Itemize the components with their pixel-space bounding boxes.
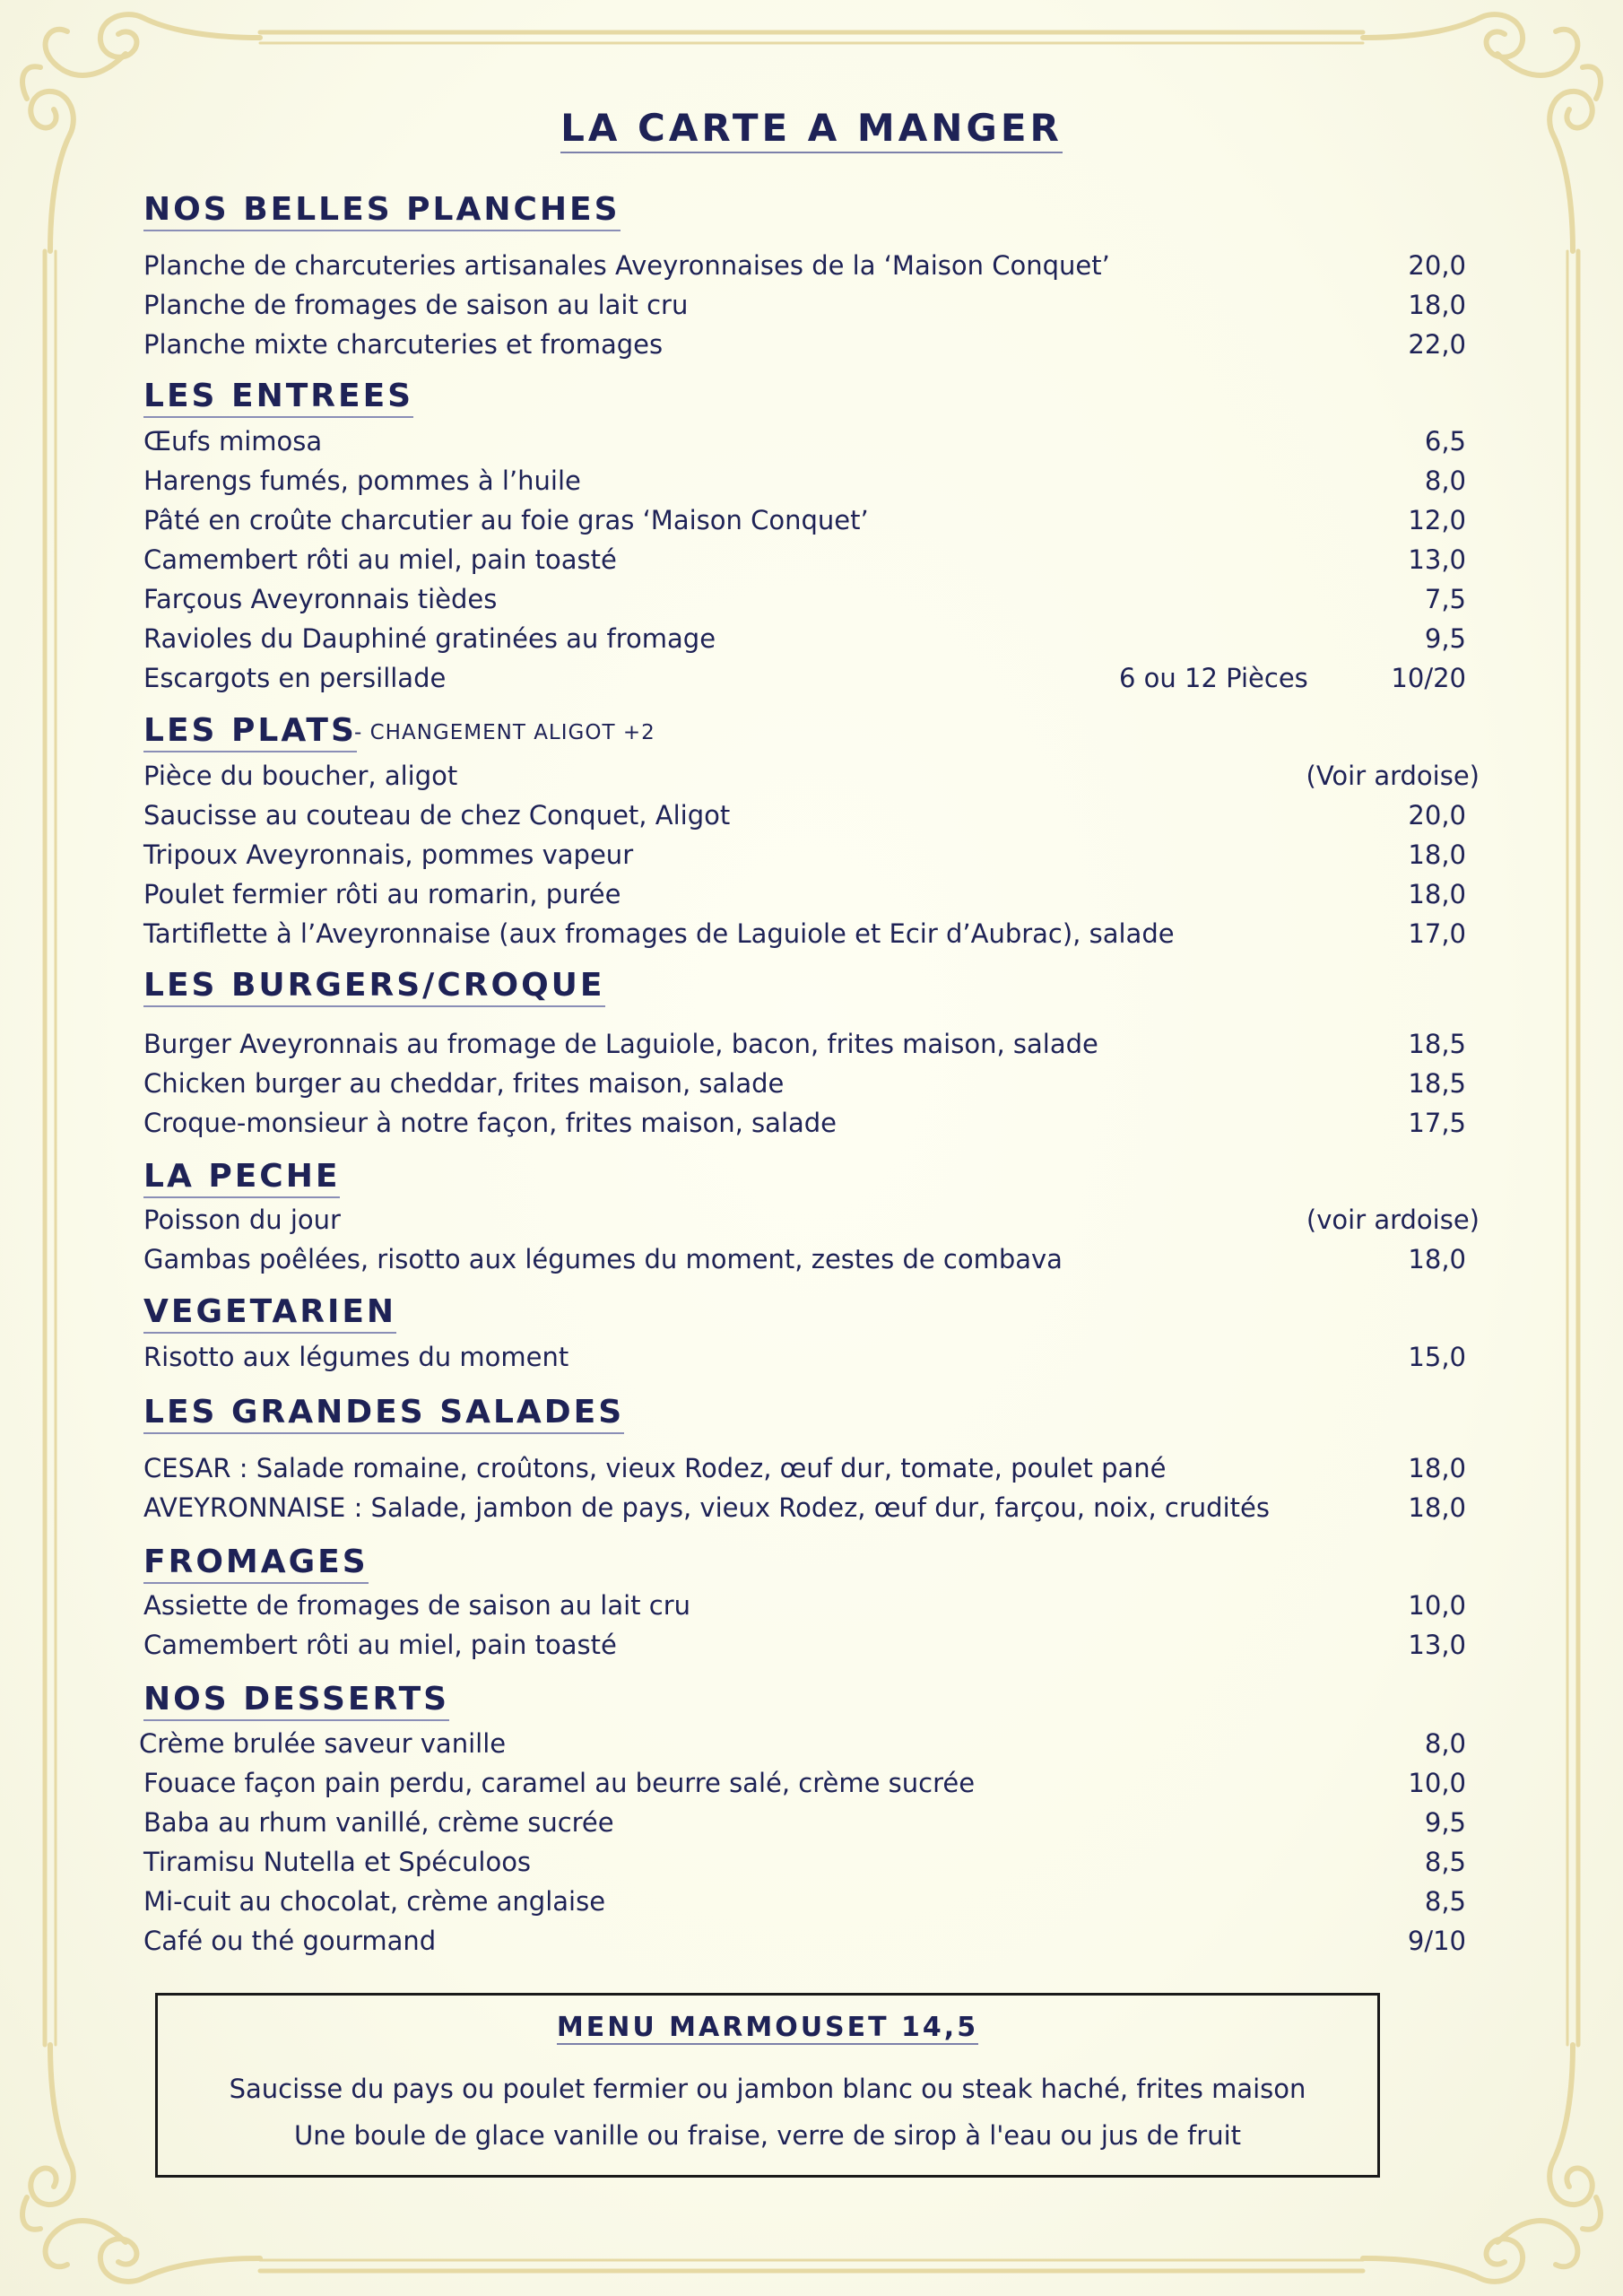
menu-item-price: 7,5 xyxy=(1424,584,1466,614)
menu-item-price: 15,0 xyxy=(1408,1342,1466,1372)
menu-item-name: Burger Aveyronnais au fromage de Laguiole, bacon, frites maison, salade xyxy=(143,1029,1098,1059)
menu-item-price: 17,5 xyxy=(1408,1108,1466,1138)
menu-item-price: 9/10 xyxy=(1407,1926,1466,1956)
menu-item-price: 18,0 xyxy=(1408,1244,1466,1274)
menu-item-name: Farçous Aveyronnais tièdes xyxy=(143,584,498,614)
menu-item-name: Œufs mimosa xyxy=(143,426,323,457)
menu-item-price: 8,0 xyxy=(1424,1728,1466,1759)
kids-menu-line: Saucisse du pays ou poulet fermier ou jambon blanc ou steak haché, frites maison xyxy=(229,2074,1306,2104)
menu-item-name: Harengs fumés, pommes à l’huile xyxy=(143,465,581,496)
menu-item-name: Saucisse au couteau de chez Conquet, Aligot xyxy=(143,800,731,831)
kids-menu-title xyxy=(158,2012,1377,2043)
menu-item-price: (Voir ardoise) xyxy=(1306,761,1480,791)
section-title: LES GRANDES SALADES xyxy=(143,1394,624,1434)
menu-item-price: 6,5 xyxy=(1424,426,1466,457)
section-subtitle: - CHANGEMENT ALIGOT +2 xyxy=(354,721,655,744)
menu-item-price: 17,0 xyxy=(1408,918,1466,949)
menu-item-price: 20,0 xyxy=(1408,800,1466,831)
page-title-text: LA CARTE A MANGER xyxy=(560,106,1063,153)
menu-item-name: Camembert rôti au miel, pain toasté xyxy=(143,544,617,575)
menu-item-price: 12,0 xyxy=(1408,505,1466,535)
menu-item-name: Chicken burger au cheddar, frites maison, salade xyxy=(143,1068,785,1099)
menu-item-price: 8,0 xyxy=(1424,465,1466,496)
section-title: LES ENTREES xyxy=(143,378,413,418)
menu-item-name: Camembert rôti au miel, pain toasté xyxy=(143,1630,617,1660)
kids-menu-box xyxy=(155,1993,1380,2178)
menu-item-price: 18,0 xyxy=(1408,879,1466,909)
section-title: VEGETARIEN xyxy=(143,1293,396,1334)
menu-item-name: Croque-monsieur à notre façon, frites maison, salade xyxy=(143,1108,838,1138)
menu-item-name: Crème brulée saveur vanille xyxy=(139,1728,507,1759)
page-title xyxy=(0,106,1623,150)
menu-item-name: Planche mixte charcuteries et fromages xyxy=(143,329,664,360)
section-title: NOS BELLES PLANCHES xyxy=(143,191,621,231)
menu-item-price: 9,5 xyxy=(1424,623,1466,654)
menu-item-name: Tartiflette à l’Aveyronnaise (aux fromages de Laguiole et Ecir d’Aubrac), salade xyxy=(143,918,1175,949)
menu-item-price: 8,5 xyxy=(1424,1847,1466,1877)
menu-item-name: Planche de fromages de saison au lait cru xyxy=(143,290,689,320)
kids-menu-title-text: MENU MARMOUSET 14,5 xyxy=(556,2012,979,2043)
section-title: LES BURGERS/CROQUE xyxy=(143,967,605,1007)
menu-item-price: 13,0 xyxy=(1408,544,1466,575)
menu-item-price: 18,5 xyxy=(1408,1068,1466,1099)
section-title: NOS DESSERTS xyxy=(143,1681,449,1721)
section-title: LA PECHE xyxy=(143,1158,340,1198)
menu-item-note: 6 ou 12 Pièces xyxy=(1119,663,1308,693)
menu-item-name: Poisson du jour xyxy=(143,1205,341,1235)
menu-item-price: 18,0 xyxy=(1408,839,1466,870)
menu-item-name: Tiramisu Nutella et Spéculoos xyxy=(143,1847,532,1877)
menu-item-price: 10,0 xyxy=(1408,1590,1466,1621)
section-title: FROMAGES xyxy=(143,1544,369,1584)
menu-item-name: CESAR : Salade romaine, croûtons, vieux Rodez, œuf dur, tomate, poulet pané xyxy=(143,1453,1167,1483)
menu-item-name: Pièce du boucher, aligot xyxy=(143,761,458,791)
menu-item-name: Pâté en croûte charcutier au foie gras ‘Maison Conquet’ xyxy=(143,505,869,535)
menu-item-price: 20,0 xyxy=(1408,250,1466,281)
menu-item-name: Gambas poêlées, risotto aux légumes du moment, zestes de combava xyxy=(143,1244,1063,1274)
menu-item-name: AVEYRONNAISE : Salade, jambon de pays, vieux Rodez, œuf dur, farçou, noix, crudités xyxy=(143,1492,1270,1523)
menu-item-name: Tripoux Aveyronnais, pommes vapeur xyxy=(143,839,634,870)
menu-item-name: Risotto aux légumes du moment xyxy=(143,1342,569,1372)
menu-item-name: Ravioles du Dauphiné gratinées au fromage xyxy=(143,623,716,654)
menu-item-price: 8,5 xyxy=(1424,1886,1466,1917)
menu-item-name: Planche de charcuteries artisanales Aveyronnaises de la ‘Maison Conquet’ xyxy=(143,250,1110,281)
menu-item-price: 10,0 xyxy=(1408,1768,1466,1798)
section-title: LES PLATS xyxy=(143,712,357,752)
menu-item-name: Assiette de fromages de saison au lait cru xyxy=(143,1590,691,1621)
menu-item-name: Mi-cuit au chocolat, crème anglaise xyxy=(143,1886,606,1917)
menu-item-price: 18,0 xyxy=(1408,1453,1466,1483)
menu-item-name: Poulet fermier rôti au romarin, purée xyxy=(143,879,621,909)
menu-item-price: 13,0 xyxy=(1408,1630,1466,1660)
menu-item-price: 9,5 xyxy=(1424,1807,1466,1838)
menu-item-price: 18,0 xyxy=(1408,290,1466,320)
menu-item-name: Escargots en persillade xyxy=(143,663,447,693)
menu-item-name: Fouace façon pain perdu, caramel au beurre salé, crème sucrée xyxy=(143,1768,976,1798)
menu-item-name: Café ou thé gourmand xyxy=(143,1926,437,1956)
menu-item-price: 18,0 xyxy=(1408,1492,1466,1523)
kids-menu-line: Une boule de glace vanille ou fraise, verre de sirop à l'eau ou jus de fruit xyxy=(293,2120,1242,2151)
menu-item-price: 18,5 xyxy=(1408,1029,1466,1059)
menu-item-price: 22,0 xyxy=(1408,329,1466,360)
menu-item-price: (voir ardoise) xyxy=(1306,1205,1480,1235)
menu-item-price: 10/20 xyxy=(1391,663,1466,693)
menu-item-name: Baba au rhum vanillé, crème sucrée xyxy=(143,1807,614,1838)
